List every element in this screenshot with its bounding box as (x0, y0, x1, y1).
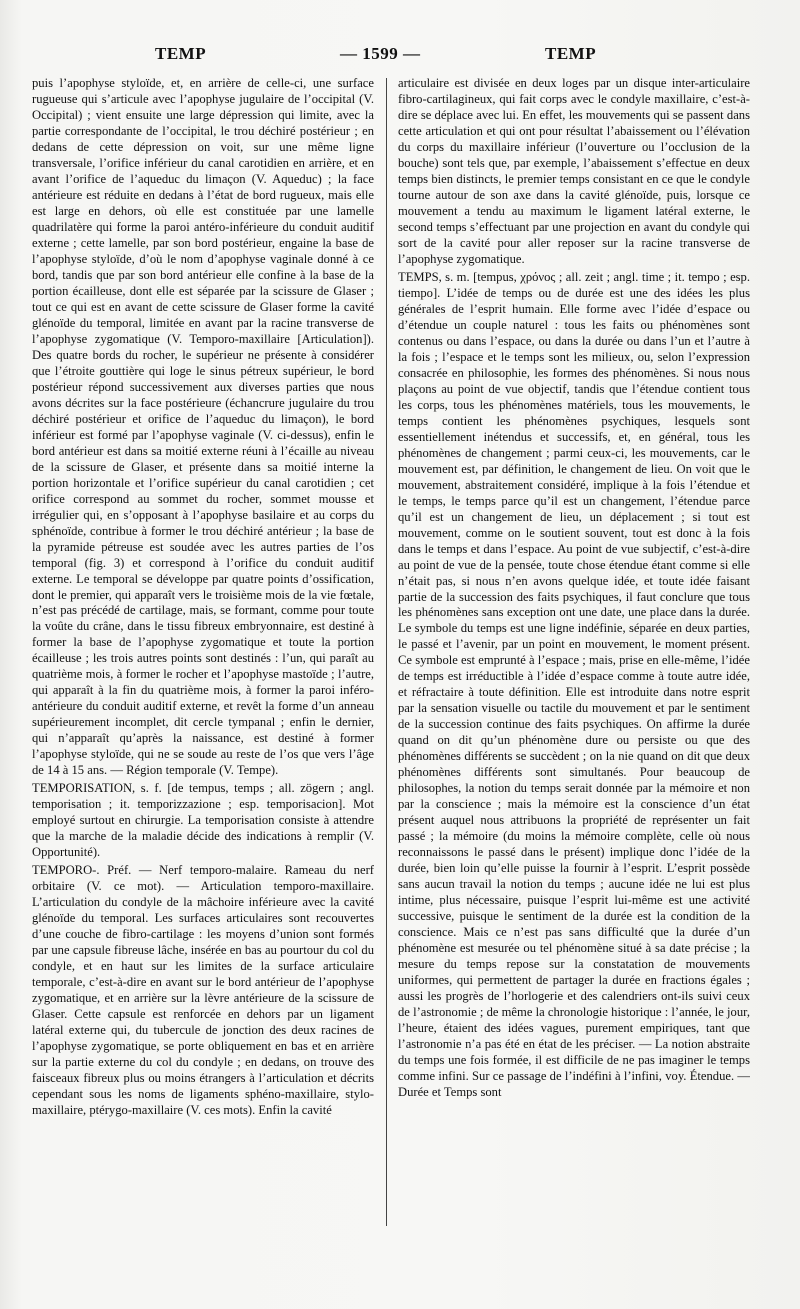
entry-temporisation: TEMPORISATION, s. f. [de tempus, temps ; all. zögern ; angl. temporisation ; it. temporizzazione ; esp. temporisacion]. Mot employé surtout en chirurgie. La temporisation consiste à attendre que la marche de la maladie décide des indications à remplir (V. Opportunité). (32, 781, 374, 860)
entry-temps: TEMPS, s. m. [tempus, χρόνος ; all. zeit ; angl. time ; it. tempo ; esp. tiempo]. L’idée de temps ou de durée est une des idées les plus générales de l’esprit humain. Elle forme avec l’idée d’espace ou d’étendue un couple naturel : tous les faits ou phénomènes sont contenus ou dans l’espace, ou dans la durée ou dans l’un et l’autre à la fois ; l’espace et le temps sont les milieux, ou, selon l’expression consacrée en philosophie, les formes des phénomènes. Si nous nous plaçons au point de vue objectif, tandis que l’étendue contient tous les corps, tous les phénomènes matériels, tous les mouvements, le temps contient les phénomènes psychiques, lesquels sont essentiellement inétendus et successifs, et, en général, tous les phénomènes de changement ; parmi ceux-ci, les mouvements, car le mouvement est, par définition, le changement de lieu. On voit que le mouvement, abstraitement considéré, implique à la fois l’étendue et le temps, le temps parce qu’il est un changement, l’étendue parce qu’il est un changement de lieu, un déplacement ; si tout est mouvement, comme on le soutient souvent, tout est donc à la fois dans le temps et dans l’espace. Au point de vue subjectif, c’est-à-dire au point de vue de la pensée, toute chose étendue étant comme si elle n’était pas, si nous n’en avons quelque idée, et toute idée faisant partie de la succession des faits psychiques, il faut conclure que tous les phénomènes sans exception ont une date, une place dans la durée. Le symbole du temps est une ligne indéfinie, séparée en deux parties, le passé et l’avenir, par un point en mouvement, le moment présent. Ce symbole est emprunté à l’espace ; mais, prise en elle-même, l’idée de temps est irréductible à l’idée d’espace comme à toute autre idée, et réfractaire à toute définition. Elle est introduite dans notre esprit par la sensation visuelle ou tactile du mouvement et par le sentiment de la succession continue des faits psychiques. On affirme la durée quand on dit qu’un phénomène dure ou persiste ou que des phénomènes différents se succèdent ; on la nie quand on dit que deux phénomènes différents sont simultanés. Pour beaucoup de philosophes, la notion du temps serait donnée par la mémoire et non par la conscience ; mais la mémoire est la conscience d’un état présent auquel nous attribuons la propriété de représenter un fait passé ; la mémoire (du moins la mémoire complète, celle où nous reconnaissons le passé dans le présent) implique donc l’idée de la durée, bien loin qu’elle puisse la fournir à l’esprit. L’esprit possède sans aucun travail la notion du temps ; aucune idée ne lui est plus intime, plus nécessaire, puisque l’esprit lui-même est une activité successive, puisque le sentiment de la durée est la condition de la conscience. Mais ce n’est pas sans difficulté que la durée d’un phénomène est mesurée ou tel phénomène situé à sa date précise ; la mesure du temps repose sur la constatation de mouvements uniformes, qui permettent de partager la durée en fractions égales ; aussi les progrès de l’horlogerie et des calendriers ont-ils suivi ceux de l’astronomie ; de même la chronologie historique : l’année, le jour, l’heure, étaient des idées vagues, purement empiriques, tant que l’astronomie n’a pas été en état de les préciser. — La notion abstraite du temps une fois formée, il est difficile de ne pas imaginer le temps comme infini. Sur ce passage de l’indéfini à l’infini, voy. Étendue. — Durée et Temps sont (398, 269, 750, 1100)
header-right-word: TEMP (545, 44, 597, 63)
entry-temporo: TEMPORO-. Préf. — Nerf temporo-malaire. Rameau du nerf orbitaire (V. ce mot). — Articulation temporo-maxillaire. L’articulation du condyle de la mâchoire inférieure avec la cavité glénoïde du temporal. Les surfaces articulaires sont recouvertes d’une couche de fibro-cartilage : les moyens d’union sont formés par une capsule fibreuse lâche, insérée en bas au pourtour du col du condyle, et en haut sur les limites de la surface articulaire temporale, c’est-à-dire en avant sur le bord antérieur de l’apophyse zygomatique, et en arrière sur la lèvre antérieure de la scissure de Glaser. Cette capsule est renforcée en dehors par un ligament latéral externe qui, du tubercule de jonction des deux racines de l’apophyse zygomatique, se porte obliquement en bas et en arrière sur la partie externe du col du condyle ; en dedans, on trouve des faisceaux fibreux plus ou moins étrangers à l’articulation et décrits cependant sous les noms de ligaments sphéno-maxillaire, stylo-maxillaire, ptérygo-maxillaire (V. ces mots). Enfin la cavité (32, 863, 374, 1117)
running-header (0, 44, 800, 70)
header-left-word: TEMP (155, 44, 207, 63)
left-column (32, 76, 374, 1276)
column-divider (386, 78, 387, 1226)
page-number: — 1599 — (340, 44, 421, 63)
left-paragraph-1: puis l’apophyse styloïde, et, en arrière de celle-ci, une surface rugueuse qui s’articule avec l’apophyse jugulaire de l’occipital (V. Occipital) ; vient ensuite une large dépression qui limite, avec la partie correspondante de l’occipital, le trou déchiré postérieur ; en dedans de cette dépression on voit, sur une même ligne transversale, l’orifice inférieur du canal carotidien en arrière, et en avant l’orifice de l’aqueduc du limaçon (V. Aqueduc) ; la face antérieure est réduite en dedans à l’état de bord rugueux, mais elle est large en dehors, où elle est constituée par une lamelle quadrilatère qui forme la paroi antéro-inférieure du conduit auditif externe ; cette lamelle, par son bord postérieur, engaine la base de l’apophyse styloïde, d’où le nom d’apophyse vaginale donné à ce bord, tandis que par son bord antérieur elle confine à la base de la portion écailleuse, dont elle est séparée par la scissure de Glaser ; tout ce qui est en avant de cette scissure de Glaser forme la cavité glénoïde du temporal, limitée en avant par la racine transverse de l’apophyse zygomatique (V. Temporo-maxillaire [Articulation]). Des quatre bords du rocher, le supérieur ne présente à considérer que l’étroite gouttière qui loge le sinus pétreux supérieur, le bord postérieur répond successivement aux diverses parties que nous avons décrites sur la face postérieure (échancrure jugulaire du trou déchiré postérieur et orifice de l’aqueduc du limaçon), le bord inférieur est formé par l’apophyse vaginale (V. ci-dessus), enfin le bord antérieur est dans sa moitié externe réuni à l’écaille au niveau de la scissure de Glaser, et présente dans sa moitié interne la portion horizontale et l’orifice supérieur du canal carotidien ; cet orifice correspond au sommet du rocher, sommet mousse et irrégulier qui, en s’opposant à l’apophyse basilaire et au corps du sphénoïde, contribue à former le trou déchiré antérieur ; la base de la pyramide pétreuse est soudée avec les autres parties de l’os temporal (fig. 3) et correspond à l’orifice du conduit auditif externe. Le temporal se développe par quatre points d’ossification, dont le premier, qui apparaît vers le troisième mois de la vie fœtale, n’est pas précédé de cartilage, mais, se formant, comme pour toute la voûte du crâne, dans le tissu fibreux embryonnaire, est destiné à former la base de l’apophyse zygomatique et toute la portion écailleuse ; les trois autres points sont destinés : l’un, qui paraît au quatrième mois, à former le rocher et l’apophyse mastoïde ; l’autre, qui apparaît à la fin du quatrième mois, à former la paroi inféro-antérieure du conduit auditif externe, et revêt la forme d’un anneau supérieurement incomplet, dit cercle tympanal ; enfin le dernier, qui n’apparaît qu’après la naissance, est destiné à former l’apophyse styloïde, qui ne se soude au reste de l’os que vers l’âge de 14 à 15 ans. — Région temporale (V. Tempe). (32, 76, 374, 778)
right-column (398, 76, 750, 1276)
right-paragraph-1: articulaire est divisée en deux loges par un disque inter-articulaire fibro-cartilagineux, qui fait corps avec le condyle maxillaire, c’est-à-dire se déplace avec lui. En effet, les mouvements qui se passent dans cette articulation et qui ont pour résultat l’abaissement ou l’élévation du corps du maxillaire inférieur (l’ouverture ou l’occlusion de la bouche) sont tels que, par exemple, l’abaissement s’effectue en deux temps bien distincts, le premier temps consistant en ce que le condyle tourne autour de son axe dans la cavité glénoïde, puis, lorsque ce mouvement a tendu au maximum le ligament latéral externe, le second temps s’effectuant par une projection en avant du condyle qui sort de la cavité pour aller reposer sur la racine transverse de l’apophyse zygomatique. (398, 76, 750, 266)
